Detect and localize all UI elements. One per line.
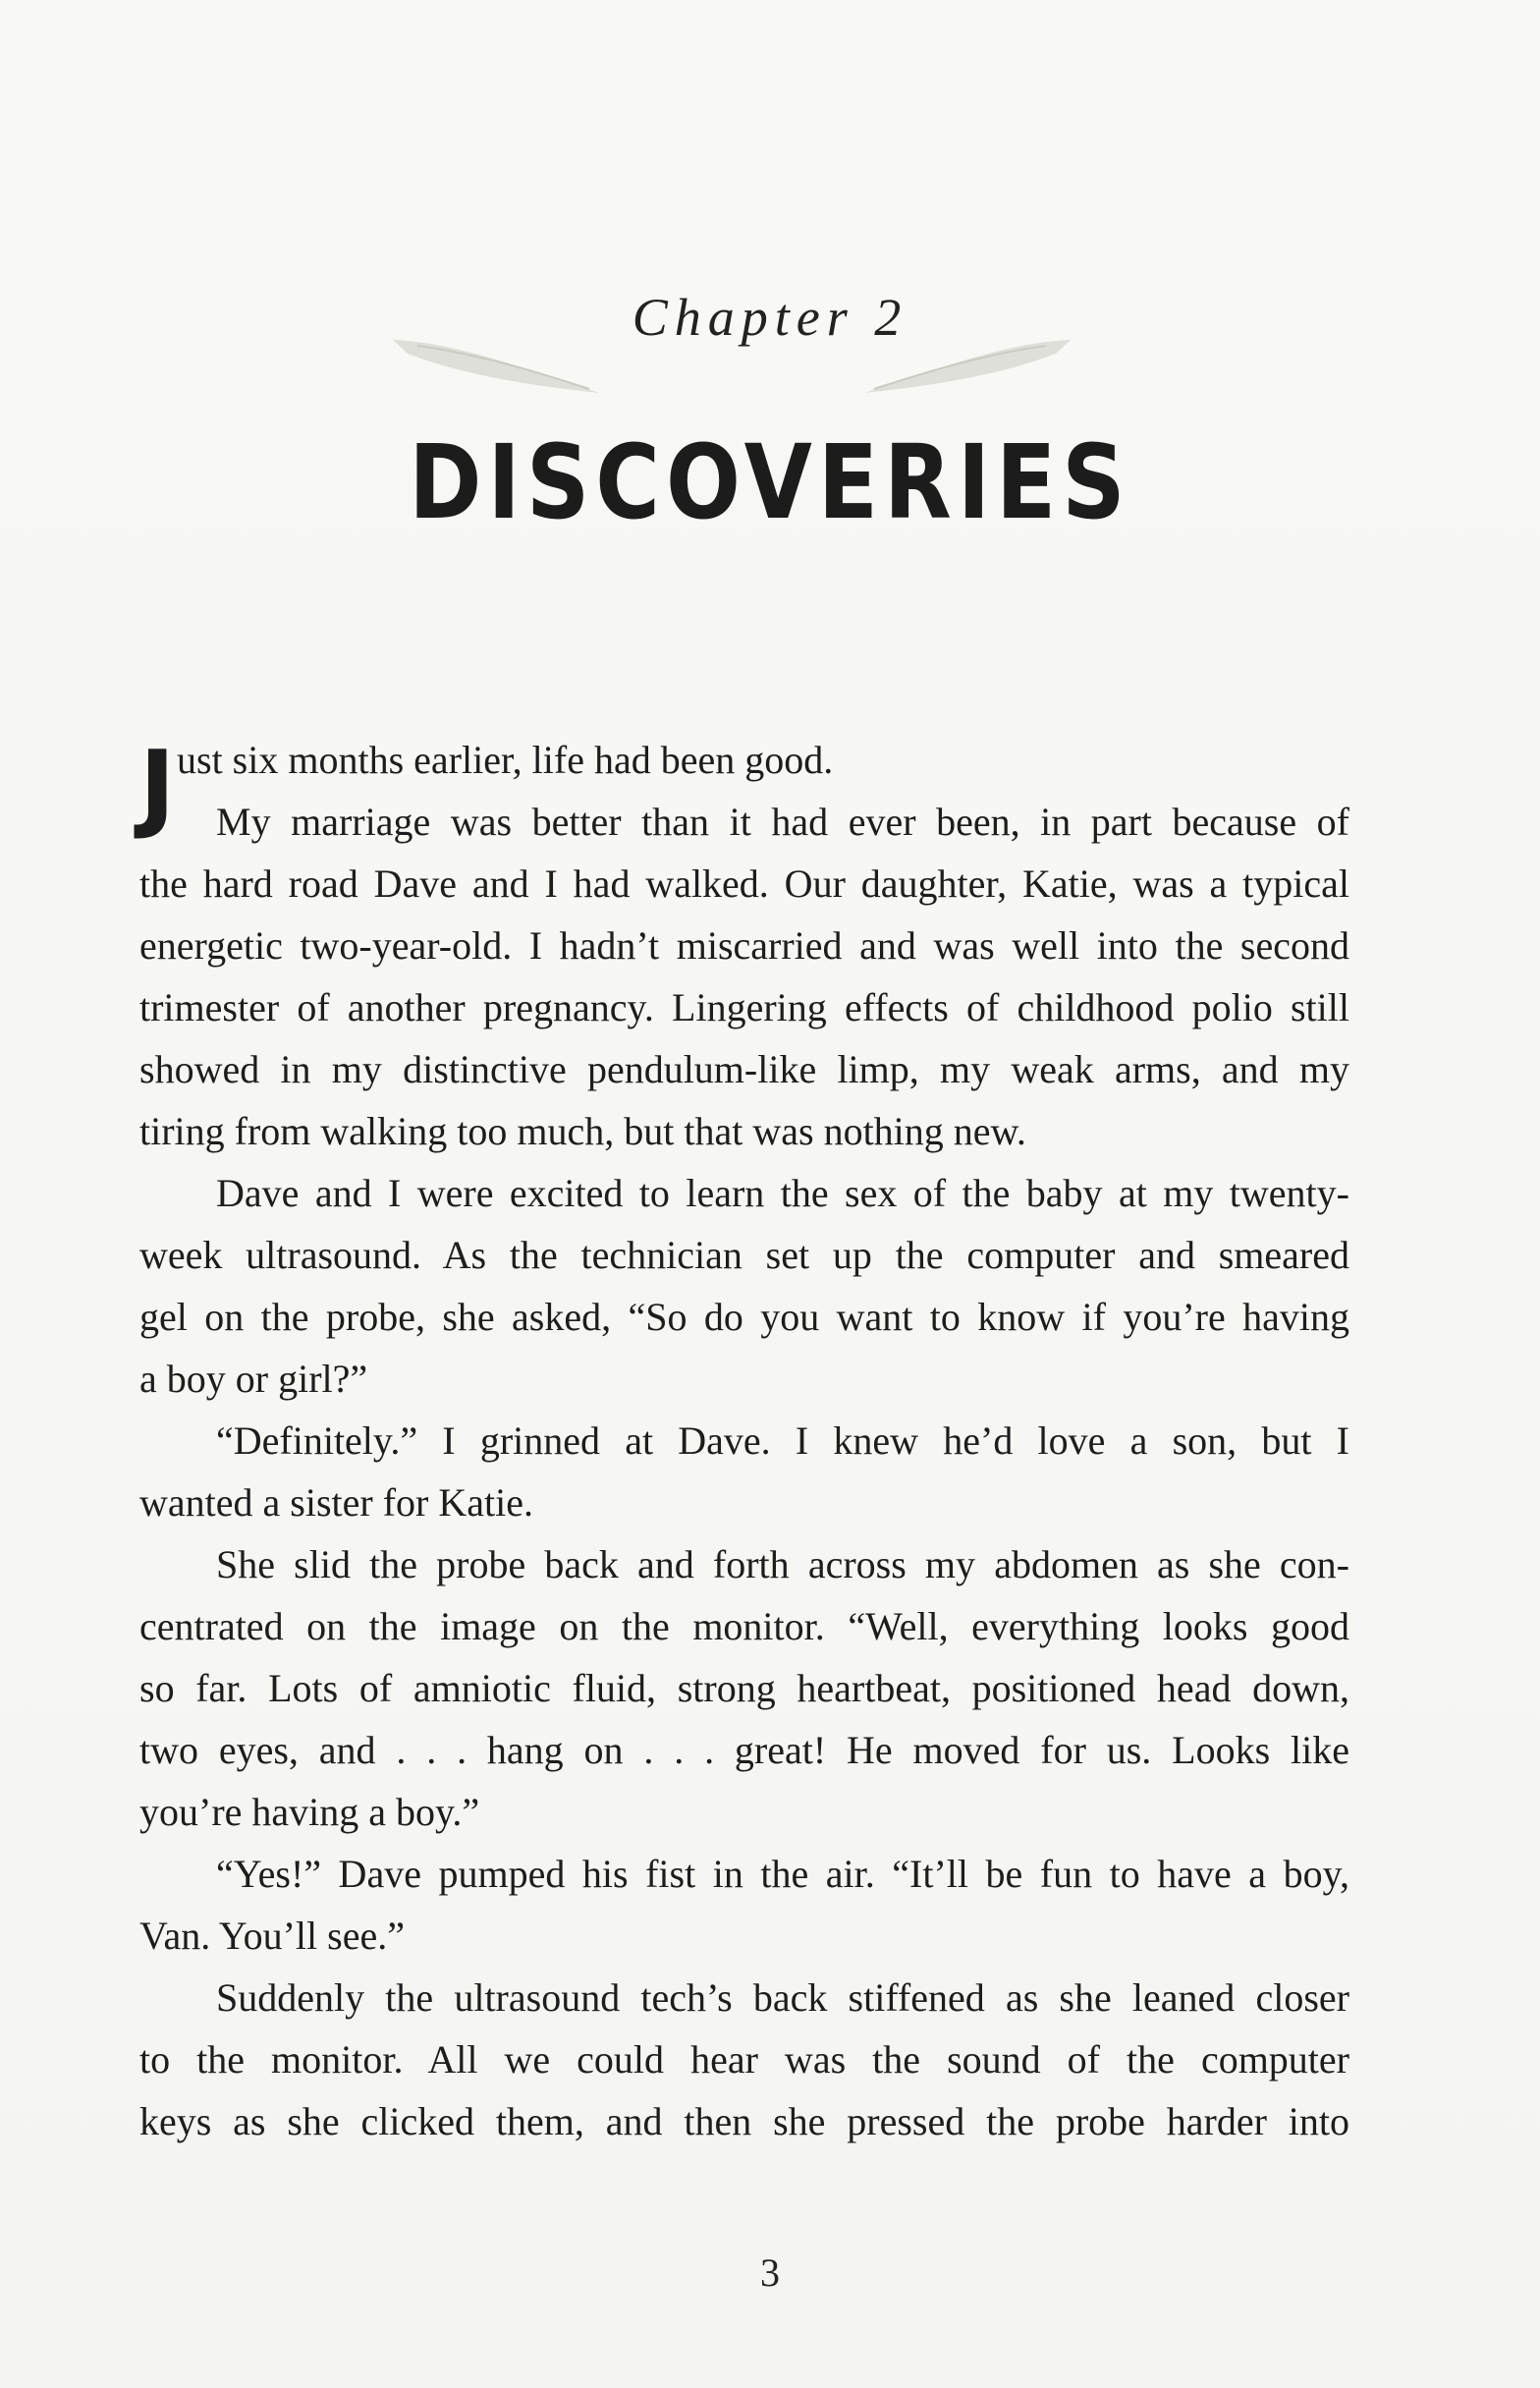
paragraph-line: “Yes!” Dave pumped his fist in the air. “It’ll be fun to have a boy, [216,1852,1349,1896]
paragraph-line: a boy or girl?” [139,1357,368,1401]
line-text: ust six months earlier, life had been good. [177,738,834,782]
paragraph-line: showed in my distinctive pendulum-like limp, my weak arms, and my [139,1047,1349,1091]
paragraph-line: Van. You’ll see.” [139,1914,405,1958]
chapter-title: DISCOVERIES [409,422,1131,542]
drop-cap: J [139,731,176,843]
chapter-body [139,729,1349,2152]
paragraph-line: week ultrasound. As the technician set up the computer and smeared [139,1233,1349,1277]
paragraph-line: keys as she clicked them, and then she pressed the probe harder into [139,2099,1349,2143]
paragraph-line: Dave and I were excited to learn the sex of the baby at my twenty- [216,1171,1349,1215]
paragraph-line: energetic two-year-old. I hadn’t miscarried and was well into the second [139,923,1349,968]
paragraph-line: She slid the probe back and forth across my abdomen as she con- [216,1542,1349,1586]
paragraph-line: “Definitely.” I grinned at Dave. I knew he’d love a son, but I [216,1418,1349,1463]
left-feather-ornament [388,332,604,401]
paragraph-line: trimester of another pregnancy. Lingering effects of childhood polio still [139,985,1349,1029]
paragraph-line: Suddenly the ultrasound tech’s back stiffened as she leaned closer [216,1975,1349,2020]
paragraph-line: so far. Lots of amniotic fluid, strong heartbeat, positioned head down, [139,1666,1349,1710]
paragraph-line: to the monitor. All we could hear was the sound of the computer [139,2037,1349,2082]
paragraph-line: you’re having a boy.” [139,1790,480,1834]
right-feather-ornament [859,332,1075,401]
paragraph-line: the hard road Dave and I had walked. Our daughter, Katie, was a typical [139,861,1349,906]
paragraph-line: centrated on the image on the monitor. “Well, everything looks good [139,1604,1349,1648]
paragraph-line: wanted a sister for Katie. [139,1480,533,1525]
chapter-label: Chapter 2 [632,288,908,347]
paragraph-line: two eyes, and . . . hang on . . . great! He moved for us. Looks like [139,1728,1349,1772]
paragraph-line: gel on the probe, she asked, “So do you want to know if you’re having [139,1295,1349,1339]
paragraph-line: My marriage was better than it had ever been, in part because of [216,800,1349,844]
paragraph-line: tiring from walking too much, but that was nothing new. [139,1109,1026,1153]
page-number: 3 [760,2250,780,2295]
